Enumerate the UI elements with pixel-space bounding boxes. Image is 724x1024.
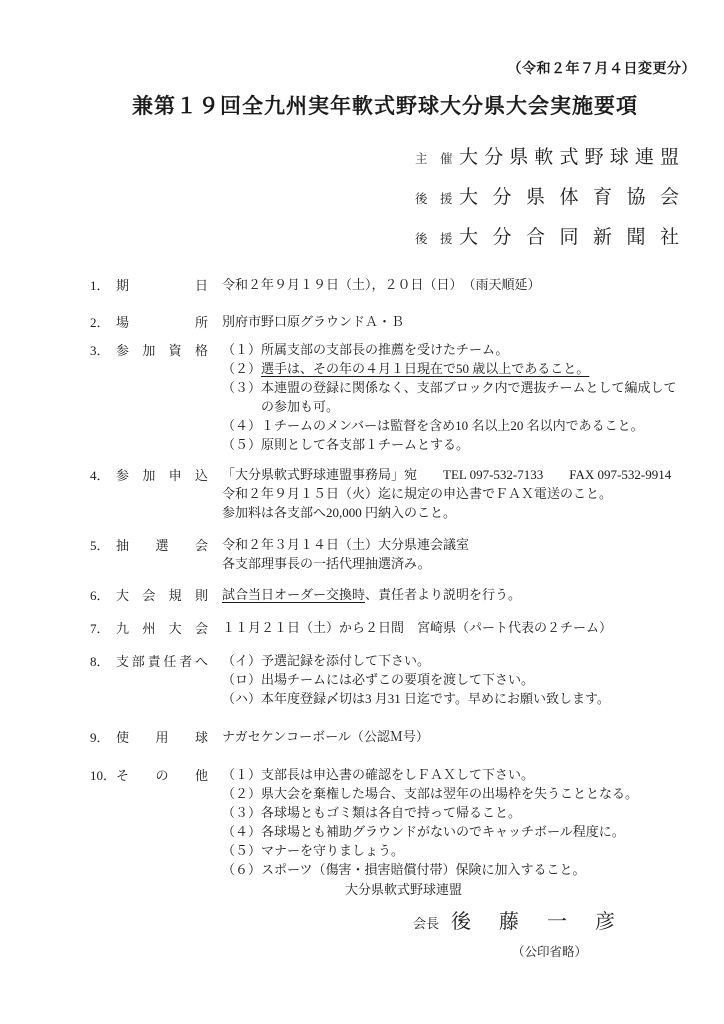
sponsor-role: 後 援	[415, 232, 453, 246]
item-number: 5．	[90, 538, 110, 553]
sponsor-row	[415, 222, 724, 249]
seal-omitted-note: （公印省略）	[512, 945, 588, 959]
sponsor-row	[415, 142, 724, 169]
document-title: 兼第１９回全九州実年軟式野球大分県大会実施要項	[132, 94, 638, 118]
content-line: （２）県大会を棄権した場合、支部は翌年の出場枠を失うこととなる。	[222, 786, 639, 801]
content-line: 「大分県軟式野球連盟事務局」宛 TEL 097-532-7133 FAX 097-532-9914	[222, 467, 672, 482]
item-label: 九州大会	[116, 621, 208, 636]
item-number: 2．	[90, 315, 110, 330]
content-line: （４）１チームのメンバーは監督を含め10 名以上20 名以内であること。	[222, 418, 644, 433]
content-line: 別府市野口原グラウンドＡ・Ｂ	[222, 314, 405, 329]
item-ball	[90, 727, 684, 746]
content-line: （５）原則として各支部１チームとする。	[222, 437, 470, 452]
sponsor-role: 後 援	[415, 192, 453, 206]
content-line: （ハ）本年度登録〆切は3 月31 日迄です。早めにお願い致します。	[222, 691, 610, 706]
item-number: 8．	[90, 654, 110, 669]
content-line: 令和２年９月１９日（土），２０日（日） （雨天順延）	[222, 277, 541, 292]
item-kyushu-tournament	[90, 618, 684, 637]
item-number: 10．	[90, 768, 117, 783]
footer-organization: 大分県軟式野球連盟	[345, 882, 463, 897]
content-line: （５）マナーを守りましょう。	[222, 843, 405, 858]
item-label: 参加資格	[116, 343, 208, 358]
item-branch-managers	[90, 651, 684, 708]
item-date	[90, 275, 684, 294]
content-line: （２）選手は、その年の４月１日現在で50 歳以上であること。	[222, 361, 590, 376]
item-number: 1．	[90, 278, 110, 293]
sponsor-row	[415, 182, 724, 209]
content-line: ナガセケンコーボール（公認Ｍ号）	[222, 729, 429, 744]
item-label: 抽選会	[116, 538, 208, 553]
content-line: 参加料は各支部へ20,000 円納入のこと。	[222, 505, 457, 520]
item-label: 参加申込	[116, 468, 208, 483]
item-misc	[90, 765, 684, 879]
item-lottery	[90, 535, 684, 573]
item-number: 7．	[90, 621, 110, 636]
item-application	[90, 465, 684, 522]
content-line: １１月２１日（土）から２日間 宮崎県（パート代表の２チーム）	[222, 620, 613, 635]
sponsor-name: 大分県体育協会	[459, 187, 679, 208]
content-line: （ロ）出場チームには必ずこの要項を渡して下さい。	[222, 672, 535, 687]
content-line: 各支部理事長の一括代理抽選済み。	[222, 556, 431, 571]
content-line: （１）支部長は申込書の確認をしＦＡＸして下さい。	[222, 767, 535, 782]
content-line: （３）各球場ともゴミ類は各自で持って帰ること。	[222, 805, 522, 820]
sponsor-name: 大分合同新聞社	[459, 227, 679, 248]
item-label: 使用球	[116, 730, 208, 745]
president-signature	[413, 905, 724, 934]
content-line: （１）所属支部の支部長の推薦を受けたチーム。	[222, 342, 509, 357]
president-name: 後 藤 一 彦	[451, 911, 620, 933]
sponsor-name: 大分県軟式野球連盟	[459, 147, 679, 168]
items-list	[0, 275, 724, 879]
content-line: の参加も可。	[261, 399, 340, 414]
sponsor-block	[415, 142, 724, 249]
item-place	[90, 312, 684, 331]
item-number: 4．	[90, 468, 110, 483]
item-eligibility	[90, 340, 684, 454]
item-label: 期日	[116, 278, 208, 293]
president-title: 会長	[413, 916, 440, 931]
item-label: その他	[116, 768, 208, 783]
content-line: （３）本連盟の登録に関係なく、支部ブロック内で選抜チームとして編成して	[222, 380, 677, 395]
item-number: 6．	[90, 588, 110, 603]
content-line: 令和２年３月１４日（土）大分県連会議室	[222, 537, 470, 552]
sponsor-role: 主 催	[415, 152, 453, 166]
item-label: 大会規則	[116, 588, 208, 603]
item-number: 9．	[90, 730, 110, 745]
content-line: 令和２年９月１５日（火）迄に規定の申込書でＦＡＸ電送のこと。	[222, 486, 613, 501]
content-line: （イ）予選記録を添付して下さい。	[222, 653, 431, 668]
item-label: 場所	[116, 315, 208, 330]
content-line: （４）各球場とも補助グラウンドがないのでキャッチボール程度に。	[222, 824, 625, 839]
content-line: （６）スポーツ（傷害・損害賠償付帯）保険に加入すること。	[222, 862, 586, 877]
item-number: 3．	[90, 343, 110, 358]
revision-note: （令和２年７月４日変更分）	[507, 62, 696, 77]
item-rules	[90, 585, 684, 604]
item-label: 支部責任者へ	[116, 654, 208, 669]
content-line: 試合当日オーダー交換時、責任者より説明を行う。	[222, 587, 522, 602]
